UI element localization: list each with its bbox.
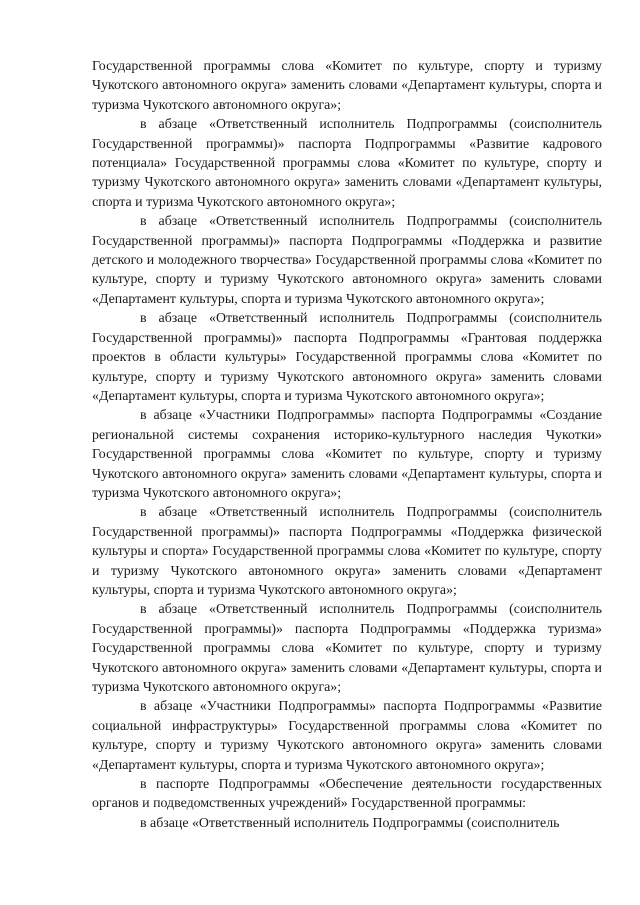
paragraph: в абзаце «Участники Подпрограммы» паспорта Подпрограммы «Создание региональной системы сохранения историко-культурного наследия Чукотки» Государственной программы слова «Комитет по культуре, спорту и туризму Чукотского автономного округа» заменить словами «Департамент культуры, спорта и туризма Чукотского автономного округа»; bbox=[92, 408, 602, 501]
paragraph: в абзаце «Ответственный исполнитель Подпрограммы (соисполнитель Государственной программы)» паспорта Подпрограммы «Грантовая поддержка проектов в области культуры» Государственной программы слова «Комитет по культуре, спорту и туризму Чукотского автономного округа» заменить словами «Департамент культуры, спорта и туризма Чукотского автономного округа»; bbox=[92, 311, 602, 404]
paragraph: в абзаце «Ответственный исполнитель Подпрограммы (соисполнитель Государственной программы)» паспорта Подпрограммы «Поддержка и развитие детского и молодежного творчества» Государственной программы слова «Комитет по культуре, спорту и туризму Чукотского автономного округа» заменить словами «Департамент культуры, спорта и туризма Чукотского автономного округа»; bbox=[92, 214, 602, 307]
paragraph: в абзаце «Ответственный исполнитель Подпрограммы (соисполнитель bbox=[140, 815, 560, 831]
paragraph: Государственной программы слова «Комитет по культуре, спорту и туризму Чукотского автономного округа» заменить словами «Департамент культуры, спорта и туризма Чукотского автономного округа»; bbox=[92, 59, 602, 113]
paragraph: в абзаце «Ответственный исполнитель Подпрограммы (соисполнитель Государственной программы)» паспорта Подпрограммы «Поддержка физической культуры и спорта» Государственной программы слова «Комитет по культуре, спорту и туризму Чукотского автономного округа» заменить словами «Департамент культуры, спорта и туризма Чукотского автономного округа»; bbox=[92, 505, 602, 598]
document-body bbox=[92, 57, 602, 833]
paragraph: в абзаце «Участники Подпрограммы» паспорта Подпрограммы «Развитие социальной инфраструктуры» Государственной программы слова «Комитет по культуре, спорту и туризму Чукотского автономного округа» заменить словами «Департамент культуры, спорта и туризма Чукотского автономного округа»; bbox=[92, 699, 602, 773]
paragraph: в абзаце «Ответственный исполнитель Подпрограммы (соисполнитель Государственной программы)» паспорта Подпрограммы «Поддержка туризма» Государственной программы слова «Комитет по культуре, спорту и туризму Чукотского автономного округа» заменить словами «Департамент культуры, спорта и туризма Чукотского автономного округа»; bbox=[92, 602, 602, 695]
paragraph: в паспорте Подпрограммы «Обеспечение деятельности государственных органов и подведомственных учреждений» Государственной программы: bbox=[92, 777, 602, 812]
paragraph: в абзаце «Ответственный исполнитель Подпрограммы (соисполнитель Государственной программы)» паспорта Подпрограммы «Развитие кадрового потенциала» Государственной программы слова «Комитет по культуре, спорту и туризму Чукотского автономного округа» заменить словами «Департамент культуры, спорта и туризма Чукотского автономного округа»; bbox=[92, 117, 602, 210]
